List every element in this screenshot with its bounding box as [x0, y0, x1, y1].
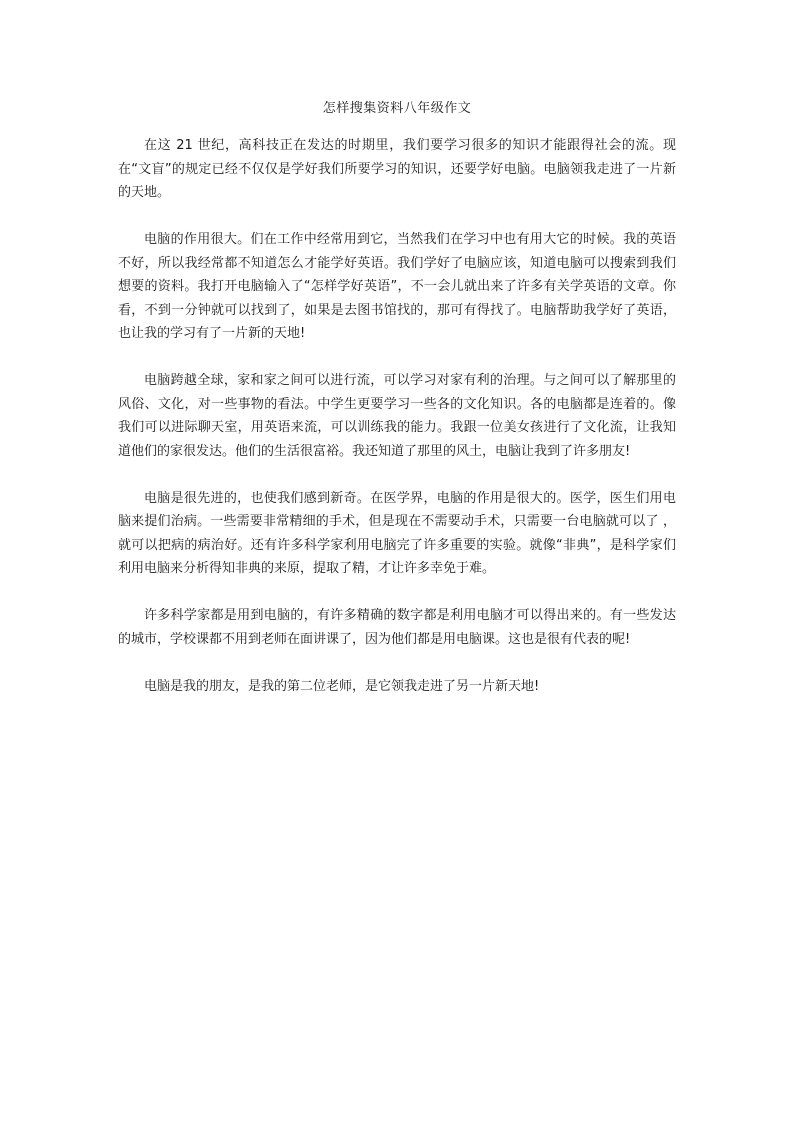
- paragraph-2: 电脑的作用很大。们在工作中经常用到它，当然我们在学习中也有用大它的时候。我的英语不好，所以我经常都不知道怎么才能学好英语。我们学好了电脑应该，知道电脑可以搜索到我们想要的资料。我打开电脑输入了“怎样学好英语”，不一会儿就出来了许多有关学英语的文章。你看，不到一分钟就可以找到了，如果是去图书馆找的，那可有得找了。电脑帮助我学好了英语，也让我的学习有了一片新的天地!: [118, 232, 676, 341]
- document-body: [118, 134, 676, 698]
- paragraph-1: 在这 21 世纪，高科技正在发达的时期里，我们要学习很多的知识才能跟得社会的流。现在“文盲”的规定已经不仅仅是学好我们所要学习的知识，还要学好电脑。电脑领我走进了一片新的天地。: [118, 138, 676, 200]
- paragraph-5: 许多科学家都是用到电脑的，有许多精确的数字都是利用电脑才可以得出来的。有一些发达的城市，学校课都不用到老师在面讲课了，因为他们都是用电脑课。这也是很有代表的呢!: [118, 608, 676, 647]
- paragraph-3: 电脑跨越全球，家和家之间可以进行流，可以学习对家有利的治理。与之间可以了解那里的风俗、文化，对一些事物的看法。中学生更要学习一些各的文化知识。各的电脑都是连着的。像我们可以进际聊天室，用英语来流，可以训练我的能力。我跟一位美女孩进行了文化流，让我知道他们的家很发达。他们的生活很富裕。我还知道了那里的风土，电脑让我到了许多朋友!: [118, 373, 676, 459]
- document-title: 怎样搜集资料八年级作文: [322, 101, 472, 116]
- paragraph-4: 电脑是很先进的，也使我们感到新奇。在医学界，电脑的作用是很大的。医学，医生们用电脑来提们治病。一些需要非常精细的手术，但是现在不需要动手术，只需要一台电脑就可以了 ，就可以把病的病治好。还有许多科学家利用电脑完了许多重要的实验。就像“非典”，是科学家们利用电脑来分析得知非典的来原，提取了精，才让许多幸免于难。: [118, 490, 676, 576]
- paragraph-6: 电脑是我的朋友，是我的第二位老师，是它领我走进了另一片新天地!: [144, 678, 540, 694]
